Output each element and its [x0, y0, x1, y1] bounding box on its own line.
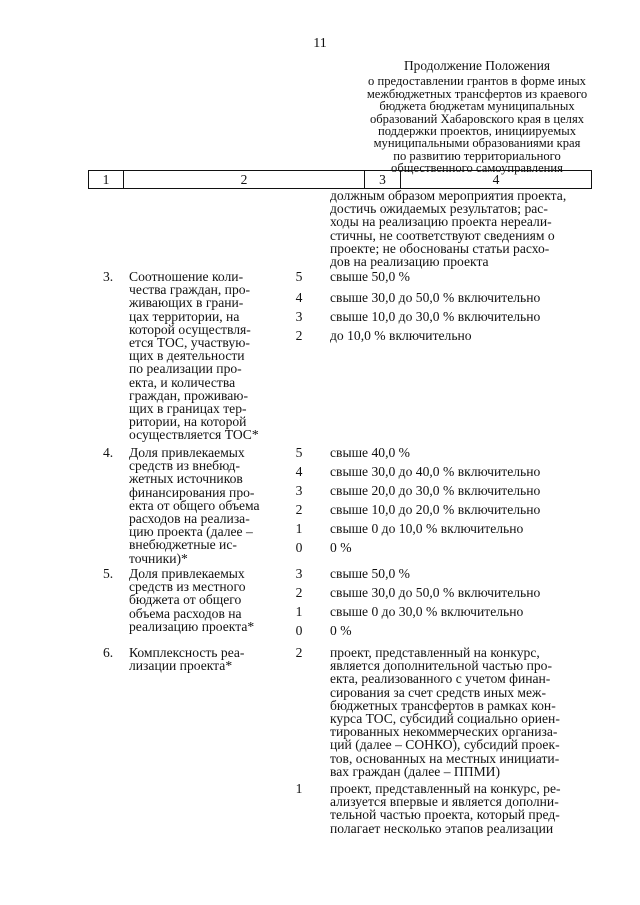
document-header	[362, 60, 592, 175]
text-line: чества граждан, про-	[129, 282, 251, 298]
text-line: тированных некоммерческих организа-	[330, 724, 558, 740]
column-header-3: 3	[364, 171, 400, 188]
score-value: 3	[295, 483, 303, 498]
score-criterion: свыше 30,0 до 50,0 % включительно	[330, 290, 541, 305]
score-value: 1	[295, 781, 303, 796]
text-line: Соотношение коли-	[129, 269, 244, 284]
text-line: вах граждан (далее – ППМИ)	[330, 763, 500, 779]
header-line: по развитию территориального	[393, 148, 561, 163]
text-line: ется ТОС, участвую-	[129, 335, 250, 351]
header-line: о предоставлении грантов в форме иных	[368, 74, 586, 89]
text-line: по реализации про-	[129, 361, 242, 377]
text-line: цию проекта (далее –	[129, 524, 253, 540]
text-line: Доля привлекаемых	[129, 445, 245, 460]
score-criterion: свыше 30,0 до 50,0 % включительно	[330, 585, 541, 600]
text-line: ритории, на которой	[129, 414, 247, 430]
criterion-name	[129, 270, 259, 442]
score-value: 4	[295, 464, 303, 479]
score-value: 0	[295, 623, 303, 638]
score-criterion: свыше 0 до 10,0 % включительно	[330, 521, 524, 536]
score-value: 1	[295, 604, 303, 619]
score-value: 2	[295, 645, 303, 660]
text-line: ходы на реализацию проекта нереали-	[330, 214, 552, 230]
score-value: 2	[295, 585, 303, 600]
column-header-1: 1	[88, 171, 123, 188]
score-value: 2	[295, 502, 303, 517]
text-line: является дополнительной частью про-	[330, 658, 552, 674]
score-criterion: свыше 10,0 до 30,0 % включительно	[330, 309, 541, 324]
text-line: бюджетных трансфертов в рамках кон-	[330, 697, 556, 713]
score-criterion: свыше 10,0 до 20,0 % включительно	[330, 502, 541, 517]
text-line: живающих в грани-	[129, 295, 244, 311]
text-line: внебюджетные ис-	[129, 537, 237, 553]
table-header	[88, 170, 592, 189]
row-number: 3.	[103, 269, 114, 284]
header-title: Продолжение Положения	[403, 58, 551, 73]
text-line: Доля привлекаемых	[129, 566, 245, 581]
text-line: курса ТОС, субсидий социально ориен-	[330, 711, 560, 727]
text-line: щих в деятельности	[129, 348, 245, 364]
text-line: тов, основанных на местных инициати-	[330, 750, 560, 766]
score-criterion: до 10,0 % включительно	[330, 328, 472, 343]
text-line: щих в границах тер-	[129, 401, 247, 417]
text-line: проект, представленный на конкурс, ре-	[330, 781, 561, 796]
text-line: расходов на реализа-	[129, 511, 250, 527]
score-criterion: свыше 20,0 до 30,0 % включительно	[330, 483, 541, 498]
text-line: средств из внебюд-	[129, 458, 240, 474]
text-line: должным образом мероприятия проекта,	[330, 188, 567, 203]
score-criterion: 0 %	[330, 540, 352, 555]
text-line: тельной частью проекта, который пред-	[330, 807, 560, 823]
text-line: лизации проекта*	[129, 658, 233, 674]
text-line: екта от общего объема	[129, 497, 260, 513]
score-value: 3	[295, 566, 303, 581]
header-line: бюджета бюджетам муниципальных	[379, 99, 575, 114]
column-header-2: 2	[123, 171, 364, 188]
page-number: 11	[313, 36, 327, 51]
text-line: стичны, не соответствуют сведениям о	[330, 227, 555, 243]
text-line: цах территории, на	[129, 308, 240, 324]
text-line: Комплексность реа-	[129, 645, 245, 660]
text-line: средств из местного	[129, 579, 246, 595]
score-value: 1	[295, 521, 303, 536]
header-line: поддержки проектов, инициируемых	[377, 124, 576, 139]
text-line: дов на реализацию проекта	[330, 254, 489, 270]
header-line: муниципальными образованиями края	[373, 136, 581, 151]
text-line: ций (далее – СОНКО), субсидий проек-	[330, 737, 560, 753]
score-criterion	[330, 646, 560, 778]
criterion-name	[129, 567, 254, 633]
text-line: бюджета от общего	[129, 592, 242, 608]
score-criterion: свыше 40,0 %	[330, 445, 410, 460]
text-line: проект, представленный на конкурс,	[330, 645, 540, 660]
row-number: 4.	[103, 445, 114, 460]
text-line: екта, реализованного с учетом финан-	[330, 671, 551, 687]
header-line: образований Хабаровского края в целях	[369, 111, 585, 126]
text-line: точники)*	[129, 550, 188, 566]
score-criterion: 0 %	[330, 623, 352, 638]
text-line: сирования за счет средств иных меж-	[330, 684, 546, 700]
score-value: 4	[295, 290, 303, 305]
text-line: полагает несколько этапов реализации	[330, 820, 554, 836]
criterion-name	[129, 446, 260, 565]
header-line: общественного самоуправления	[391, 161, 563, 176]
score-criterion: свыше 50,0 %	[330, 269, 410, 284]
score-value: 5	[295, 269, 303, 284]
text-line: жетных источников	[129, 471, 243, 487]
score-value: 2	[295, 328, 303, 343]
row-number: 6.	[103, 645, 114, 660]
score-value: 0	[295, 540, 303, 555]
criterion-name	[129, 646, 244, 672]
score-criterion: свыше 50,0 %	[330, 566, 410, 581]
text-line: объема расходов на	[129, 605, 242, 621]
text-line: ализуется впервые и является дополни-	[330, 794, 559, 810]
score-criterion	[330, 782, 561, 835]
text-line: финансирования про-	[129, 484, 255, 500]
text-line: осуществляется ТОС*	[129, 427, 259, 443]
score-value: 5	[295, 445, 303, 460]
text-line: которой осуществля-	[129, 321, 251, 337]
header-line: межбюджетных трансфертов из краевого	[366, 86, 588, 101]
continuation-text	[330, 189, 566, 268]
text-line: реализацию проекта*	[129, 618, 255, 634]
score-criterion: свыше 30,0 до 40,0 % включительно	[330, 464, 541, 479]
column-header-4: 4	[400, 171, 592, 188]
text-line: достичь ожидаемых результатов; рас-	[330, 201, 548, 217]
row-number: 5.	[103, 566, 114, 581]
score-value: 3	[295, 309, 303, 324]
text-line: граждан, проживаю-	[129, 387, 248, 403]
text-line: проекте; не обоснованы статьи расхо-	[330, 240, 550, 256]
score-criterion: свыше 0 до 30,0 % включительно	[330, 604, 524, 619]
text-line: екта, и количества	[129, 374, 236, 390]
